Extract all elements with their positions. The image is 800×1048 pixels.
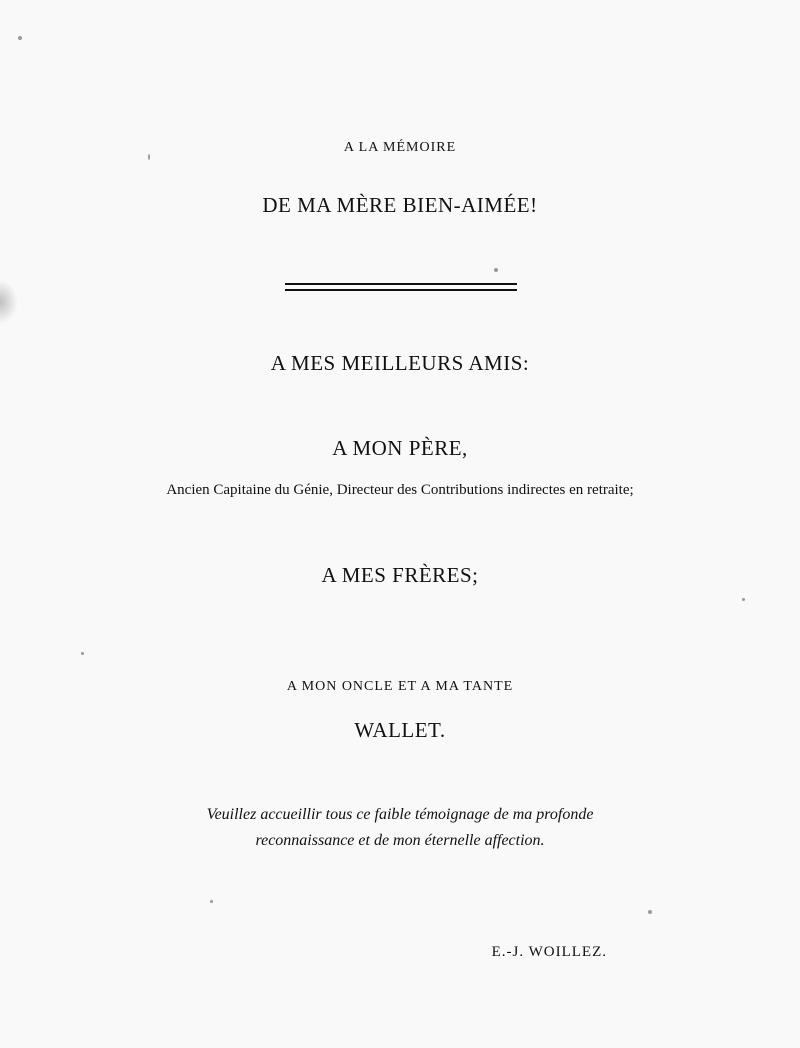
mere-heading: DE MA MÈRE BIEN-AIMÉE!	[262, 193, 538, 217]
page-speck	[81, 652, 84, 655]
double-rule-top	[285, 283, 517, 285]
oncle-heading: A MON ONCLE ET A MA TANTE	[286, 679, 514, 694]
wallet-heading: WALLET.	[354, 718, 446, 742]
pere-heading: A MON PÈRE,	[332, 436, 468, 460]
page-speck	[742, 598, 745, 601]
page-speck	[494, 268, 498, 272]
amis-heading: A MES MEILLEURS AMIS:	[270, 351, 530, 375]
page-speck	[648, 910, 652, 914]
page-speck	[148, 154, 150, 160]
pere-description: Ancien Capitaine du Génie, Directeur des Contributions indirectes en retraite;	[166, 482, 634, 498]
freres-heading: A MES FRÈRES;	[321, 563, 479, 587]
page-smudge	[0, 280, 18, 324]
memoire-heading: A LA MÉMOIRE	[343, 140, 457, 155]
signature: E.-J. WOILLEZ.	[491, 944, 607, 960]
page-speck	[210, 900, 213, 903]
message-line-2: reconnaissance et de mon éternelle affection.	[255, 832, 545, 849]
message-line-1: Veuillez accueillir tous ce faible témoignage de ma profonde	[206, 806, 594, 823]
double-rule-bottom	[285, 289, 517, 291]
page-speck	[18, 36, 22, 40]
